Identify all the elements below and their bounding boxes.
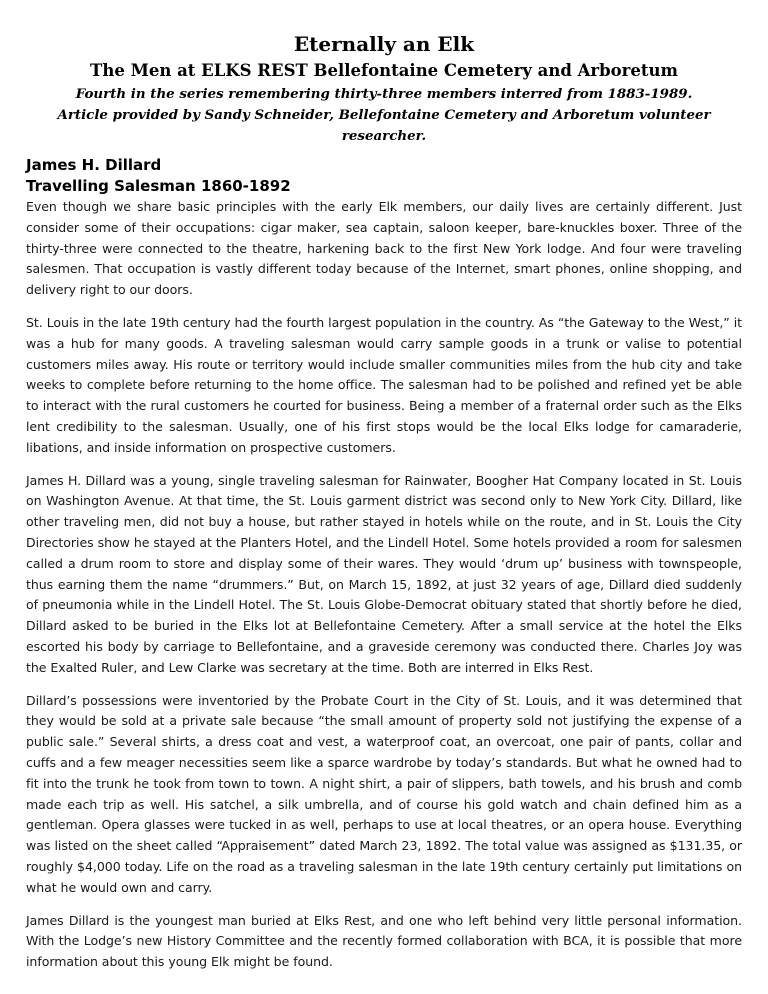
body-paragraph-2: St. Louis in the late 19th century had the fourth largest population in the country. As “the Gateway to the West,” it was a hub for many goods. A traveling salesman would carry sample goods in a trunk or valise to potential customers miles away. His route or territory would include smaller communities miles from the hub city and take weeks to complete before returning to the home office. The salesman had to be polished and refined yet be able to interact with the rural customers he courted for business. Being a member of a fraternal order such as the Elks lent credibility to the salesman. Usually, one of his first stops would be the local Elks lodge for camaraderie, libations, and inside information on prospective customers. — [26, 314, 742, 455]
subject-name: James H. Dillard — [26, 156, 162, 174]
body-paragraph-4: Dillard’s possessions were inventoried by the Probate Court in the City of St. Louis, and it was determined that they would be sold at a private sale because “the small amount of property sold not justifying the expense of a public sale.” Several shirts, a dress coat and vest, a waterproof coat, an overcoat, one pair of pants, collar and cuffs and a few meager necessities seem like a sparce wardrobe by today’s standards. But what he owned had to fit into the trunk he took from town to town. A night shirt, a pair of slippers, bath towels, and his brush and comb made each trip as well. His satchel, a silk umbrella, and of course his gold watch and chain defined him as a gentleman. Opera glasses were tucked in as well, perhaps to use at local theatres, or an opera house. Everything was listed on the sheet called “Appraisement” dated March 23, 1892. The total value was assigned as $131.35, or roughly $4,000 today. Life on the road as a traveling salesman in the late 19th century certainly put limitations on what he would own and carry. — [26, 692, 742, 895]
article-title: Eternally an Elk — [293, 32, 475, 56]
subject-occupation: Travelling Salesman 1860-1892 — [26, 177, 291, 195]
body-paragraph-3: James H. Dillard was a young, single traveling salesman for Rainwater, Boogher Hat Company located in St. Louis on Washington Avenue. At that time, the St. Louis garment district was second only to New York City. Dillard, like other traveling men, did not buy a house, but rather stayed in hotels while on the route, and in St. Louis the City Directories show he stayed at the Planters Hotel, and the Lindell Hotel. Some hotels provided a room for salesmen called a drum room to store and display some of their wares. They would ‘drum up’ business with townspeople, thus earning them the name “drummers.” But, on March 15, 1892, at just 32 years of age, Dillard died suddenly of pneumonia while in the Lindell Hotel. The St. Louis Globe-Democrat obituary stated that shortly before he died, Dillard asked to be buried in the Elks lot at Bellefontaine Cemetery. After a small service at the hotel the Elks escorted his body by carriage to Bellefontaine, and a graveside ceremony was conducted there. Charles Joy was the Exalted Ruler, and Lew Clarke was secretary at the time. Both are interred in Elks Rest. — [26, 472, 742, 675]
series-note: Fourth in the series remembering thirty-three members interred from 1883-1989. — [75, 86, 693, 102]
article-subtitle: The Men at ELKS REST Bellefontaine Cemetery and Arboretum — [90, 61, 678, 80]
body-paragraph-1: Even though we share basic principles with the early Elk members, our daily lives are certainly different. Just consider some of their occupations: cigar maker, sea captain, saloon keeper, bare-knuckles boxer. Three of the thirty-three were connected to the theatre, harkening back to the first New York lodge. And four were traveling salesmen. That occupation is vastly different today because of the Internet, smart phones, online shopping, and delivery right to our doors. — [26, 199, 742, 298]
body-paragraph-5: James Dillard is the youngest man buried at Elks Rest, and one who left behind very little personal information. With the Lodge’s new History Committee and the recently formed collaboration with BCA, it is possible that more information about this young Elk might be found. — [26, 912, 742, 970]
article-header — [26, 30, 742, 147]
author-credit: Article provided by Sandy Schneider, Bellefontaine Cemetery and Arboretum volunteer researcher. — [57, 107, 711, 144]
